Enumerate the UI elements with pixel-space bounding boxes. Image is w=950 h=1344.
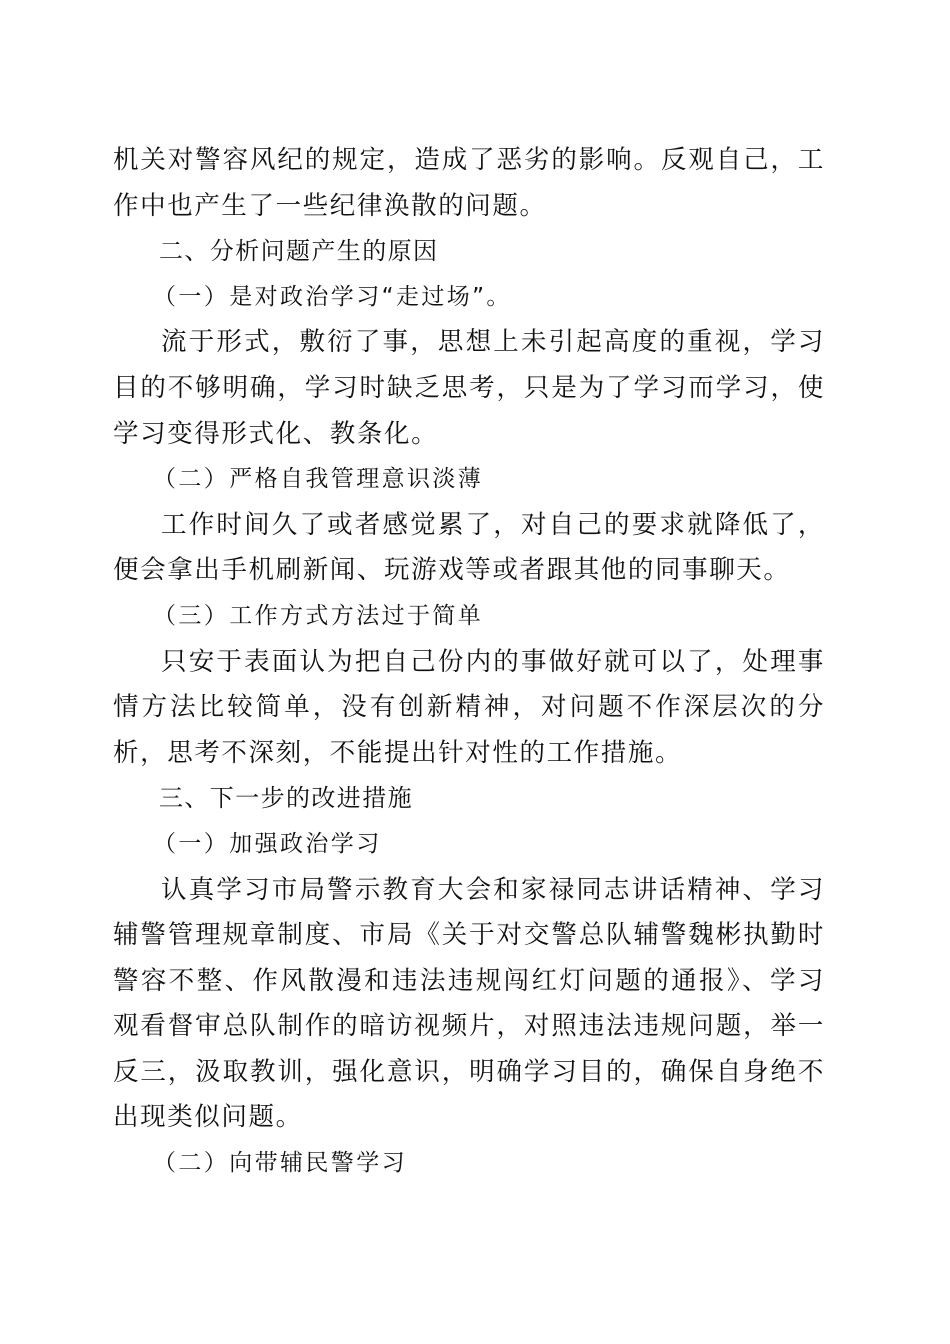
subheading-three-two: （二）向带辅民警学习	[153, 1150, 407, 1177]
document-body	[113, 138, 825, 1187]
paragraph-self-management: 工作时间久了或者感觉累了，对自己的要求就降低了，便会拿出手机刷新闻、玩游戏等或者跟其他的同事聊天。	[113, 509, 825, 586]
paragraph-continued: 机关对警容风纪的规定，造成了恶劣的影响。反观自己，工作中也产生了一些纪律涣散的问题。	[113, 145, 825, 221]
paragraph-political-study: 认真学习市局警示教育大会和家禄同志讲话精神、学习辅警管理规章制度、市局《关于对交警总队辅警魏彬执勤时警容不整、作风散漫和违法违规闯红灯问题的通报》、学习观看督审总队制作的暗访视频片，对照违法违规问题，举一反三，汲取教训，强化意识，明确学习目的，确保自身绝不出现类似问题。	[113, 874, 825, 1133]
subheading-two-one: （一）是对政治学习“走过场”。	[153, 283, 512, 310]
paragraph-formalism: 流于形式，敷衍了事，思想上未引起高度的重视，学习目的不够明确，学习时缺乏思考，只是为了学习而学习，使学习变得形式化、教条化。	[113, 327, 825, 449]
section-heading-two: 二、分析问题产生的原因	[159, 237, 439, 266]
subheading-two-two: （二）严格自我管理意识淡薄	[153, 466, 484, 493]
paragraph-work-methods: 只安于表面认为把自己份内的事做好就可以了，处理事情方法比较简单，没有创新精神，对问题不作深层次的分析，思考不深刻，不能提出针对性的工作措施。	[113, 646, 825, 768]
section-heading-three: 三、下一步的改进措施	[159, 784, 413, 813]
subheading-two-three: （三）工作方式方法过于简单	[153, 602, 484, 629]
subheading-three-one: （一）加强政治学习	[153, 830, 382, 857]
